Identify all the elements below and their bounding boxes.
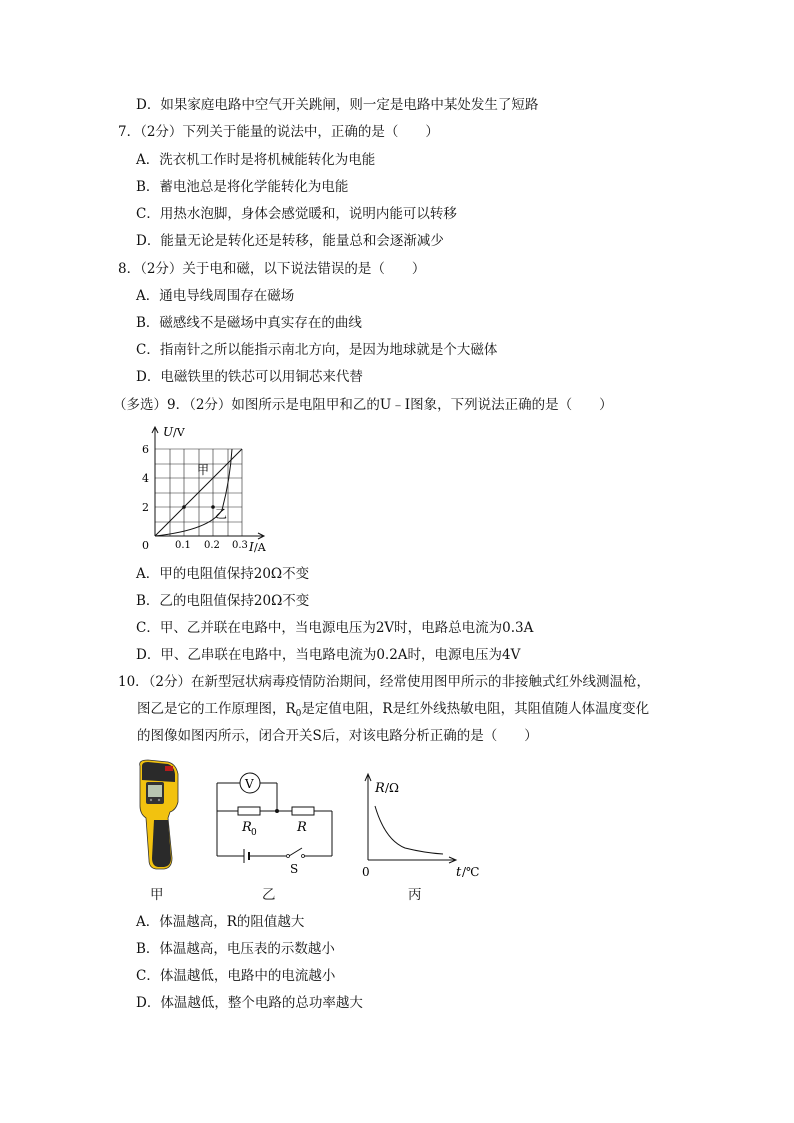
q9-x-tick-0.3: 0.3 [232,540,248,551]
q9-stem: （多选）9．（2分）如图所示是电阻甲和乙的U﹣I图象，下列说法正确的是（ ） [113,397,613,413]
q7-option-b: B．蓄电池总是将化学能转化为电能 [136,179,349,195]
q9-label-yi: 乙 [215,507,228,521]
q8-option-c: C．指南针之所以能指示南北方向，是因为地球就是个大磁体 [136,342,498,358]
q9-x-axis-unit: /A [254,541,266,554]
q9-y-tick-4: 4 [142,472,149,485]
q10-rt-graph [355,770,490,882]
q10-stem-line2-b: 是定值电阻，R是红外线热敏电阻，其阻值随人体温度变化 [301,701,650,717]
switch-label: S [290,862,299,876]
q9-option-c: C．甲、乙并联在电路中，当电源电压为2V时，电路总电流为0.3A [136,620,534,636]
rt-graph-x-unit: /℃ [462,865,480,879]
q10-option-c: C．体温越低，电路中的电流越小 [136,968,336,984]
q9-ui-graph [135,420,280,560]
r0-label-sub: 0 [251,828,257,838]
rt-graph-y-unit: /Ω [385,781,399,795]
q7-option-a: A．洗衣机工作时是将机械能转化为电能 [136,152,376,168]
rt-graph-y-var: R [375,781,385,796]
q10-fig-label-jia: 甲 [150,887,164,903]
q10-stem-line2 [137,700,649,723]
q9-option-d: D．甲、乙串联在电路中，当电路电流为0.2A时，电源电压为4V [136,647,521,663]
q9-option-b: B．乙的电阻值保持20Ω不变 [136,593,310,609]
q9-y-axis-unit: /V [173,426,185,439]
q9-option-a: A．甲的电阻值保持20Ω不变 [136,566,310,582]
r-label: R [297,820,307,835]
q8-option-d: D．电磁铁里的铁芯可以用铜芯来代替 [136,369,363,385]
q9-label-jia: 甲 [197,463,210,477]
q10-stem-line3: 的图像如图丙所示，闭合开关S后，对该电路分析正确的是（ ） [137,728,538,744]
q10-option-b: B．体温越高，电压表的示数越小 [136,941,335,957]
q10-fig-label-bing: 丙 [408,887,422,903]
rt-graph-x-var: t [456,865,462,880]
rt-graph-origin: 0 [362,865,370,879]
q9-x-axis-var: I [249,540,254,554]
q7-stem: 7．（2分）下列关于能量的说法中，正确的是（ ） [118,124,439,140]
q9-y-tick-6: 6 [142,443,149,456]
q9-x-tick-0.1: 0.1 [175,540,191,551]
q10-stem-line1: 10．（2分）在新型冠状病毒疫情防治期间，经常使用图甲所示的非接触式红外线测温枪， [118,674,651,690]
q10-fig-label-yi: 乙 [262,887,276,903]
thermometer-gun-image [134,758,184,873]
q10-circuit-diagram [210,768,340,883]
q7-option-d: D．能量无论是转化还是转移，能量总和会逐渐减少 [136,233,444,249]
q7-option-c: C．用热水泡脚，身体会感觉暖和，说明内能可以转移 [136,206,457,222]
q8-option-a: A．通电导线周围存在磁场 [136,288,295,304]
q6-option-d: D．如果家庭电路中空气开关跳闸，则一定是电路中某处发生了短路 [136,97,539,113]
q9-origin: 0 [142,539,149,552]
q10-option-a: A．体温越高，R的阻值越大 [136,914,305,930]
q9-y-tick-2: 2 [142,501,149,514]
r0-label: R [242,820,252,835]
q8-option-b: B．磁感线不是磁场中真实存在的曲线 [136,315,362,331]
q10-option-d: D．体温越低，整个电路的总功率越大 [136,995,363,1011]
q9-y-axis-var: U [163,425,174,439]
q9-x-tick-0.2: 0.2 [204,540,220,551]
q10-stem-line2-a: 图乙是它的工作原理图，R [137,701,296,717]
q8-stem: 8．（2分）关于电和磁，以下说法错误的是（ ） [118,261,426,277]
voltmeter-symbol: V [245,777,254,791]
q10-stem-line2-sub: 0 [295,709,302,719]
